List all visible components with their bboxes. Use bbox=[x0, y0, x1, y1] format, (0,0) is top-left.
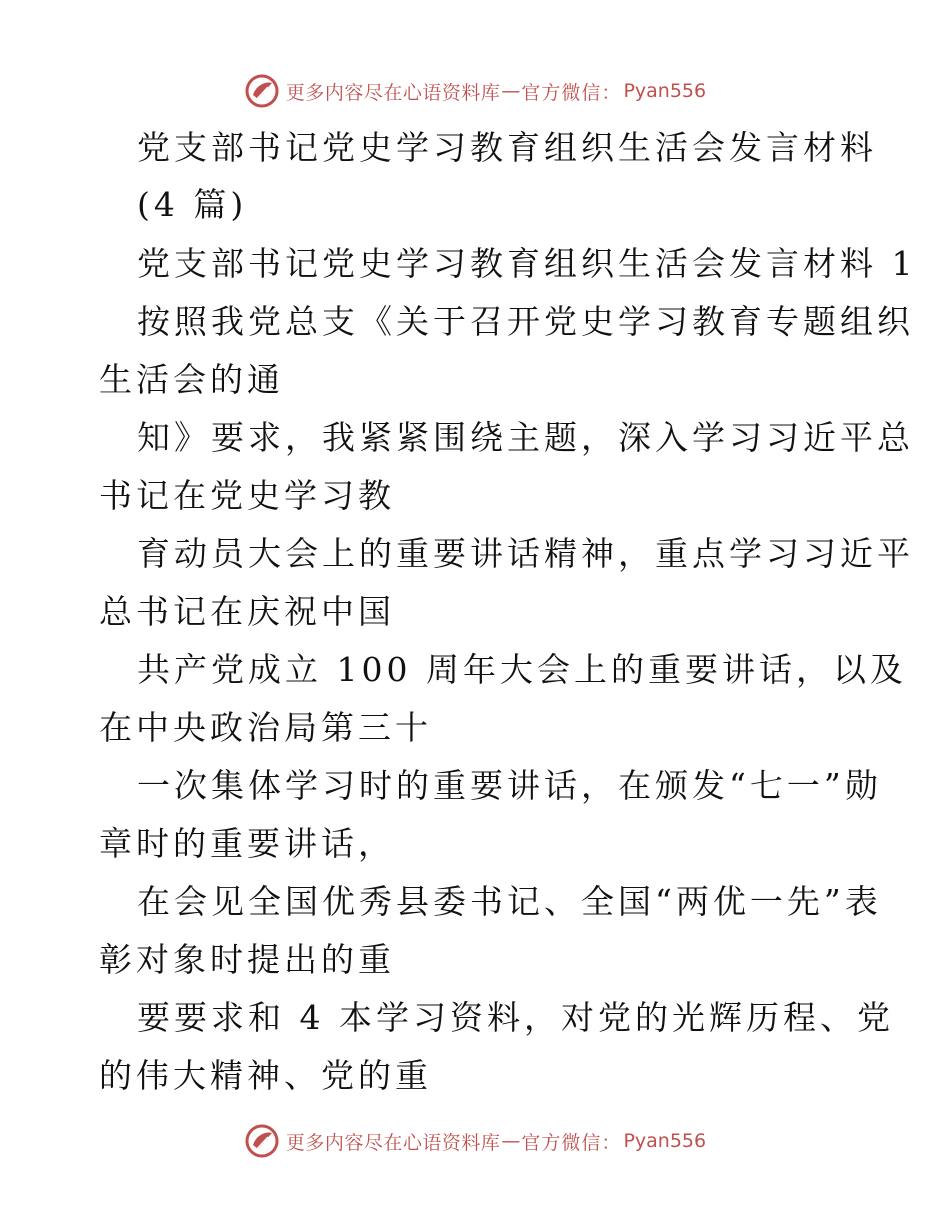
text-line: 一次集体学习时的重要讲话，在颁发“七一”勋 bbox=[137, 766, 882, 805]
text-line: 要要求和 4 本学习资料，对党的光辉历程、党 bbox=[137, 998, 894, 1037]
text-line: 共产党成立 100 周年大会上的重要讲话，以及 bbox=[137, 650, 907, 689]
footer-watermark bbox=[0, 1121, 950, 1161]
text-line: 育动员大会上的重要讲话精神，重点学习习近平 bbox=[137, 534, 914, 573]
text-line: 章时的重要讲话， bbox=[99, 824, 395, 863]
text-line: 在中央政治局第三十 bbox=[99, 708, 432, 747]
watermark-sub-text: 官方微信： bbox=[521, 1131, 622, 1154]
text-line: 生活会的通 bbox=[99, 360, 284, 399]
text-line: 知》要求，我紧紧围绕主题，深入学习习近平总 bbox=[137, 418, 914, 457]
watermark-main-text: 更多内容尽在心语资料库 bbox=[285, 81, 501, 104]
text-line: 按照我党总支《关于召开党史学习教育专题组织 bbox=[137, 302, 914, 341]
text-line: 书记在党史学习教 bbox=[99, 476, 395, 515]
logo-icon bbox=[244, 1123, 280, 1159]
watermark-sub-text: 官方微信： bbox=[521, 81, 622, 104]
watermark-wechat-id: Pyan556 bbox=[623, 80, 707, 102]
text-line: 在会见全国优秀县委书记、全国“两优一先”表 bbox=[137, 882, 882, 921]
section-heading: 党支部书记党史学习教育组织生活会发言材料 1 bbox=[137, 244, 917, 283]
document-title: 党支部书记党史学习教育组织生活会发言材料 bbox=[137, 128, 877, 167]
watermark-dash: — bbox=[501, 1130, 521, 1152]
text-line: 的伟大精神、党的重 bbox=[99, 1056, 432, 1095]
watermark-wechat-id: Pyan556 bbox=[623, 1130, 707, 1152]
text-line: 总书记在庆祝中国 bbox=[99, 592, 395, 631]
watermark-dash: — bbox=[501, 80, 521, 102]
text-line: 彰对象时提出的重 bbox=[99, 940, 395, 979]
document-title-count: (4 篇) bbox=[137, 185, 248, 224]
watermark-main-text: 更多内容尽在心语资料库 bbox=[285, 1131, 501, 1154]
